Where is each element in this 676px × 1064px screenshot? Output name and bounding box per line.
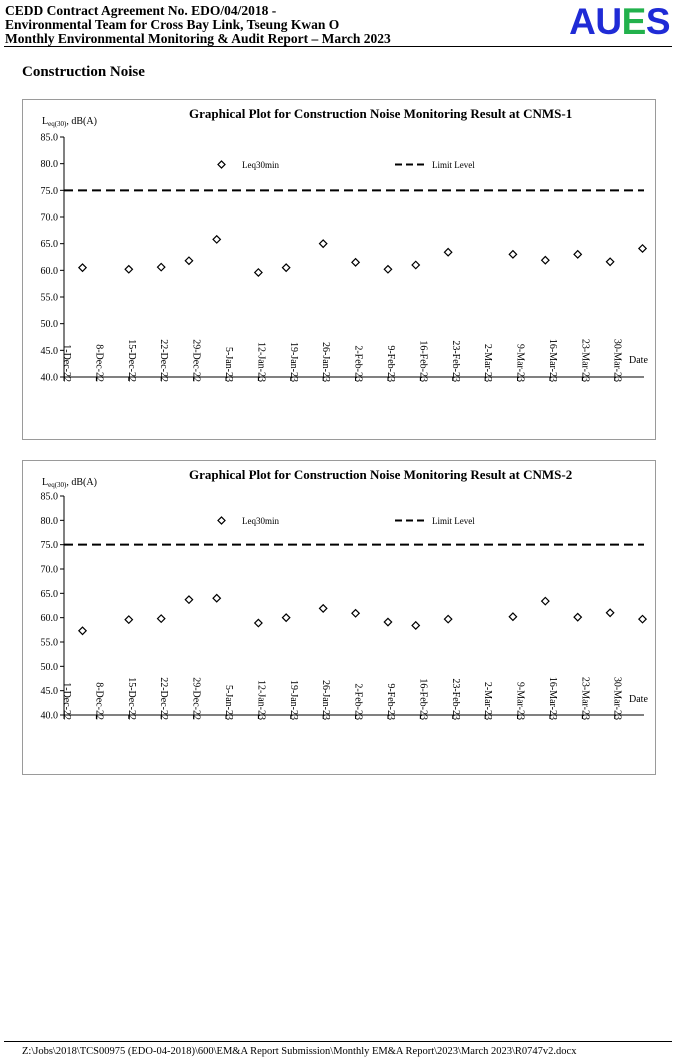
- header-contract-line: CEDD Contract Agreement No. EDO/04/2018 -: [5, 3, 277, 18]
- data-point: [384, 266, 391, 273]
- header-team-line: Environmental Team for Cross Bay Link, Tseung Kwan O: [5, 17, 340, 32]
- x-tick-label: 16-Mar-23: [546, 338, 558, 382]
- y-tick-label: 55.0: [40, 637, 58, 649]
- x-tick-label: 9-Mar-23: [514, 343, 526, 382]
- x-tick-label: 15-Dec-22: [125, 339, 137, 382]
- y-tick-label: 45.0: [40, 345, 58, 357]
- y-tick-label: 45.0: [40, 686, 58, 698]
- y-tick-label: 80.0: [40, 515, 58, 527]
- x-tick-label: 8-Dec-22: [93, 682, 105, 720]
- data-point: [412, 261, 419, 268]
- y-axis-label: $L_{eq(30)}$, dB(A): [42, 116, 97, 128]
- y-tick-label: 60.0: [40, 613, 58, 625]
- x-tick-label: 15-Dec-22: [125, 677, 137, 720]
- data-point: [79, 627, 86, 634]
- x-tick-label: 30-Mar-23: [611, 676, 623, 720]
- data-point: [542, 597, 549, 604]
- chart-cnms-1-svg: [23, 100, 655, 439]
- data-point: [509, 613, 516, 620]
- x-tick-label: 12-Jan-23: [255, 342, 267, 382]
- data-point: [639, 615, 646, 622]
- chart-cnms-2: [22, 460, 656, 775]
- x-tick-label: 23-Feb-23: [449, 678, 461, 720]
- y-tick-label: 60.0: [40, 265, 58, 277]
- x-tick-label: 1-Dec-22: [61, 344, 72, 382]
- x-tick-label: 26-Jan-23: [320, 680, 332, 720]
- data-point: [412, 622, 419, 629]
- data-point: [282, 264, 289, 271]
- chart-cnms-2-svg: [23, 461, 655, 774]
- data-point: [185, 596, 192, 603]
- x-tick-label: 30-Mar-23: [611, 338, 623, 382]
- data-point: [606, 258, 613, 265]
- header-report-line: Monthly Environmental Monitoring & Audit Report – March 2023: [5, 31, 391, 46]
- y-tick-label: 50.0: [40, 319, 58, 331]
- legend-marker-leq30min: [218, 161, 225, 168]
- data-point: [606, 609, 613, 616]
- data-point: [282, 614, 289, 621]
- x-tick-label: 9-Mar-23: [514, 681, 526, 720]
- y-tick-label: 85.0: [40, 132, 58, 144]
- chart-title: Graphical Plot for Construction Noise Monitoring Result at CNMS-1: [189, 106, 573, 121]
- x-tick-label: 19-Jan-23: [287, 680, 299, 720]
- chart-cnms-1: [22, 99, 656, 440]
- data-point: [639, 245, 646, 252]
- y-tick-label: 70.0: [40, 212, 58, 224]
- y-tick-label: 40.0: [40, 710, 58, 722]
- data-point: [158, 263, 165, 270]
- section-title: Construction Noise: [22, 64, 145, 80]
- x-tick-label: 16-Mar-23: [546, 676, 558, 720]
- legend-marker-leq30min: [218, 517, 225, 524]
- legend-label-leq30min: Leq30min: [242, 516, 279, 526]
- x-tick-label: 19-Jan-23: [287, 342, 299, 382]
- x-tick-label: 1-Dec-22: [61, 682, 72, 720]
- data-point: [213, 595, 220, 602]
- data-point: [213, 236, 220, 243]
- aues-logo: AUES: [569, 1, 670, 42]
- x-tick-label: 9-Feb-23: [384, 345, 396, 382]
- legend-label-limit: Limit Level: [432, 160, 475, 170]
- x-tick-label: 16-Feb-23: [417, 340, 429, 382]
- y-tick-label: 80.0: [40, 159, 58, 171]
- x-tick-label: 2-Mar-23: [482, 681, 494, 720]
- x-tick-label: 12-Jan-23: [255, 680, 267, 720]
- data-point: [158, 615, 165, 622]
- data-point: [125, 616, 132, 623]
- x-tick-label: 29-Dec-22: [190, 677, 202, 720]
- footer-divider: [4, 1041, 672, 1042]
- x-tick-label: 23-Mar-23: [579, 338, 591, 382]
- legend-label-leq30min: Leq30min: [242, 160, 279, 170]
- data-point: [319, 605, 326, 612]
- y-tick-label: 75.0: [40, 540, 58, 552]
- data-point: [444, 615, 451, 622]
- x-tick-label: 2-Mar-23: [482, 343, 494, 382]
- data-point: [444, 249, 451, 256]
- x-tick-label: 22-Dec-22: [158, 339, 170, 382]
- data-point: [352, 610, 359, 617]
- x-tick-label: 2-Feb-23: [352, 683, 364, 720]
- header-divider: [4, 46, 672, 47]
- x-tick-label: 23-Mar-23: [579, 676, 591, 720]
- y-tick-label: 85.0: [40, 491, 58, 503]
- x-tick-label: 5-Jan-23: [222, 685, 234, 720]
- data-point: [185, 257, 192, 264]
- data-point: [384, 618, 391, 625]
- y-tick-label: 75.0: [40, 185, 58, 197]
- data-point: [255, 619, 262, 626]
- y-tick-label: 70.0: [40, 564, 58, 576]
- x-tick-label: 23-Feb-23: [449, 340, 461, 382]
- x-tick-label: 16-Feb-23: [417, 678, 429, 720]
- data-point: [319, 240, 326, 247]
- x-tick-label: 2-Feb-23: [352, 345, 364, 382]
- data-point: [574, 614, 581, 621]
- data-point: [79, 264, 86, 271]
- x-axis-label: Date: [629, 355, 648, 366]
- x-axis-label: Date: [629, 694, 648, 705]
- data-point: [352, 259, 359, 266]
- footer-file-path: Z:\Jobs\2018\TCS00975 (EDO-04-2018)\600\EM&A Report Submission\Monthly EM&A Report\2023\March 2023\R0747v2.docx: [22, 1046, 577, 1057]
- y-axis-label: $L_{eq(30)}$, dB(A): [42, 477, 97, 489]
- legend-label-limit: Limit Level: [432, 516, 475, 526]
- x-tick-label: 8-Dec-22: [93, 344, 105, 382]
- chart-title: Graphical Plot for Construction Noise Monitoring Result at CNMS-2: [189, 467, 573, 482]
- data-point: [255, 269, 262, 276]
- y-tick-label: 40.0: [40, 372, 58, 384]
- y-tick-label: 65.0: [40, 588, 58, 600]
- data-point: [125, 266, 132, 273]
- x-tick-label: 29-Dec-22: [190, 339, 202, 382]
- x-tick-label: 5-Jan-23: [222, 347, 234, 382]
- data-point: [574, 251, 581, 258]
- y-tick-label: 50.0: [40, 661, 58, 673]
- y-tick-label: 55.0: [40, 292, 58, 304]
- x-tick-label: 9-Feb-23: [384, 683, 396, 720]
- x-tick-label: 26-Jan-23: [320, 342, 332, 382]
- y-tick-label: 65.0: [40, 239, 58, 251]
- data-point: [542, 257, 549, 264]
- data-point: [509, 251, 516, 258]
- x-tick-label: 22-Dec-22: [158, 677, 170, 720]
